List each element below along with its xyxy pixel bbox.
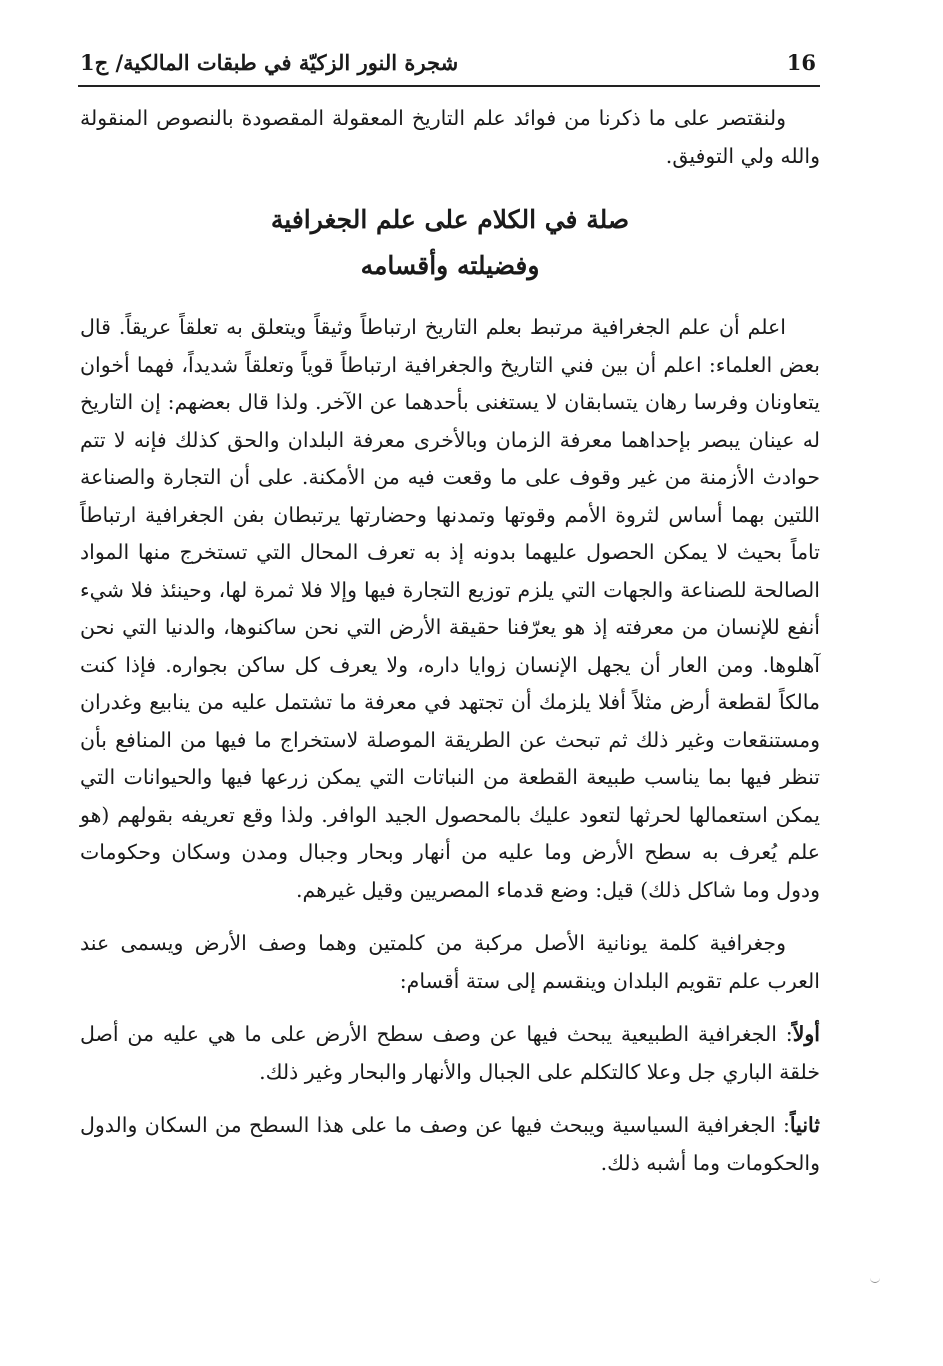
section-heading [80,197,820,289]
section-heading-line-2: وفضيلته وأقسامه [360,251,540,280]
running-title: شجرة النور الزكيّة في طبقات المالكية/ ج1 [80,50,459,75]
page-header [78,40,820,82]
division-item-2 [80,1107,820,1182]
page-body [80,100,820,1182]
margin-mark [870,1276,880,1283]
division-item-1 [80,1016,820,1091]
header-rule [78,85,820,87]
section-heading-line-1: صلة في الكلام على علم الجغرافية [270,205,630,234]
division-text-1: : الجغرافية الطبيعية يبحث فيها عن وصف سطح الأرض على ما هي عليه من أصل خلقة الباري جل وعلا كالتكلم على الجبال والأنهار والبحار وغير ذلك. [80,1022,820,1084]
division-ordinal-2: ثانياً [789,1113,820,1137]
division-ordinal-1: أولاً [792,1022,820,1046]
intro-paragraph: ولنقتصر على ما ذكرنا من فوائد علم التاريخ المعقولة المقصودة بالنصوص المنقولة والله ولي التوفيق. [80,106,820,168]
body-paragraph-1: اعلم أن علم الجغرافية مرتبط بعلم التاريخ ارتباطاً وثيقاً ويتعلق به تعلقاً عريقاً. قال بعض العلماء: اعلم أن بين فني التاريخ والجغرافية ارتباطاً قوياً وتعلقاً شديداً، فهما أخوان يتعاونان وفرسا رهان يتسابقان لا يستغنى بأحدهما عن الآخر. ولذا قال بعضهم: إن التاريخ له عينان يبصر بإحداهما معرفة الزمان وبالأخرى معرفة البلدان والحق كذلك فإنه لا تتم حوادث الأزمنة من غير وقوف على ما وقعت فيه من الأمكنة. على أن التجارة والصناعة اللتين بهما أساس لثروة الأمم وقوتها وتمدنها وحضارتها يرتبطان بفن الجغرافية ارتباطاً تاماً بحيث لا يمكن الحصول عليهما بدونه إذ به تعرف المحال التي تستخرج منها المواد الصالحة للصناعة والجهات التي يلزم توزيع التجارة فيها وإلا فلا ثمرة لها، وحينئذ فلا شيء أنفع للإنسان من معرفته إذ هو يعرّفنا حقيقة الأرض التي نحن ساكنوها، والدنيا التي نحن آهلوها. ومن العار أن يجهل الإنسان زوايا داره، ولا يعرف كل ساكن بجواره. فإذا كنت مالكاً لقطعة أرض مثلاً أفلا يلزمك أن تجتهد في معرفة ما تشتمل عليه من ينابيع وغدران ومستنقعات وغير ذلك ثم تبحث عن الطريقة الموصلة لاستخراج ما فيها من المنافع بأن تنظر فيها بما يناسب طبيعة القطعة من النباتات التي يمكن زرعها فيها والحيوانات التي يمكن استعمالها لحرثها لتعود عليك بالمحصول الجيد الوافر. ولذا وقع تعريفه بقولهم (هو علم يُعرف به سطح الأرض وما عليه من أنهار وبحار وجبال ومدن وسكان وحكومات ودول وما شاكل ذلك) قيل: وضع قدماء المصريين وقيل غيرهم. [80,315,820,902]
division-text-2: : الجغرافية السياسية ويبحث فيها عن وصف ما على هذا السطح من السكان والدول والحكومات وما أشبه ذلك. [80,1113,820,1175]
page-number: 16 [786,50,816,75]
body-paragraph-2: وجغرافية كلمة يونانية الأصل مركبة من كلمتين وهما وصف الأرض ويسمى عند العرب علم تقويم البلدان وينقسم إلى ستة أقسام: [80,931,820,993]
